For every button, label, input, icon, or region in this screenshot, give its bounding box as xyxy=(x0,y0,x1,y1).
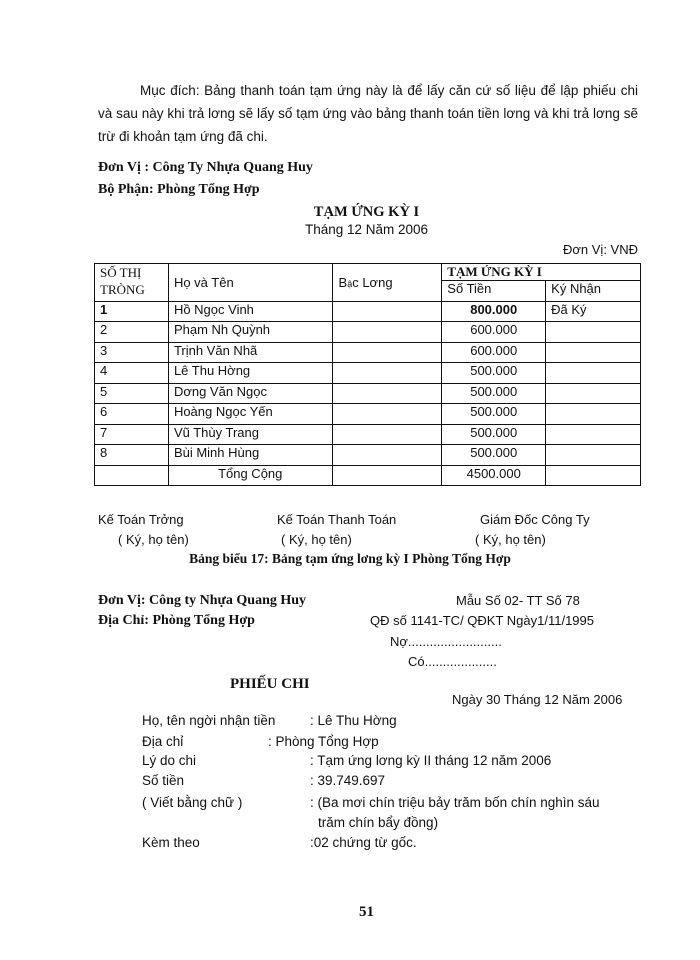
signature-director: Giám Đốc Công Ty xyxy=(480,512,590,527)
header-name xyxy=(168,264,332,302)
row-name-cell: Hoàng Ngọc Yến xyxy=(168,404,332,425)
total-salary xyxy=(332,465,442,486)
advance-table xyxy=(94,263,641,486)
row-no-cell: 8 xyxy=(95,445,169,466)
voucher-form-no: Mẫu Số 02- TT Số 78 xyxy=(456,593,580,608)
field-reason-value: : Tạm ứng lơng kỳ II tháng 12 năm 2006 xyxy=(310,753,552,768)
row-name-cell: Hồ Ngọc Vinh xyxy=(168,301,332,322)
row-salary-cell xyxy=(332,424,442,445)
field-amount-label: Số tiền xyxy=(142,773,185,788)
intro-paragraph xyxy=(98,79,638,148)
table-title: TẠM ỨNG KỲ I xyxy=(313,204,420,220)
row-salary-cell xyxy=(332,445,442,466)
voucher-debit: Nợ.......................... xyxy=(390,634,502,649)
voucher-unit: Đơn Vị: Công ty Nhựa Quang Huy xyxy=(98,593,307,608)
page-number: 51 xyxy=(359,904,374,920)
row-no-cell: 5 xyxy=(95,383,169,404)
intro-text: Mục đích: Bảng thanh toán tạm ứng này là để lấy căn cứ số liệu để lập phiếu chi và sau này khi trả lơng sẽ lấy số tạm ứng vào bảng thanh toán tiền lơng và khi trả lơng sẽ trừ đi khoản tạm ứng đã chi. xyxy=(98,83,638,144)
table-row xyxy=(95,363,641,384)
header-amount-label: Số Tiền xyxy=(447,281,492,296)
field-recipient-label: Họ, tên ngời nhận tiền xyxy=(142,713,276,728)
voucher-decision: QĐ số 1141-TC/ QĐKT Ngày1/11/1995 xyxy=(370,613,594,628)
row-amount-cell: 600.000 xyxy=(442,342,546,363)
row-sign-cell xyxy=(546,445,641,466)
field-reason-label: Lý do chi xyxy=(142,753,197,768)
row-amount-cell: 600.000 xyxy=(442,322,546,343)
row-amount-cell: 500.000 xyxy=(442,383,546,404)
header-no xyxy=(95,264,169,302)
header-no-label: SỐ THỊ TRÒNG xyxy=(100,265,145,297)
table-subtitle: Tháng 12 Năm 2006 xyxy=(304,222,429,237)
table-row xyxy=(95,342,641,363)
field-words-value: : (Ba mơi chín triệu bảy trăm bốn chín nghìn sáu xyxy=(310,795,600,810)
row-amount-cell: 500.000 xyxy=(442,363,546,384)
row-amount-cell: 500.000 xyxy=(442,404,546,425)
row-salary-cell xyxy=(332,322,442,343)
row-sign-cell xyxy=(546,363,641,384)
row-no-cell: 6 xyxy=(95,404,169,425)
row-no-cell: 2 xyxy=(95,322,169,343)
table-row xyxy=(95,404,641,425)
table-total-row xyxy=(95,465,641,486)
row-sign-cell xyxy=(546,342,641,363)
row-no-cell: 7 xyxy=(95,424,169,445)
field-address-label: Địa chỉ xyxy=(142,734,184,749)
row-sign-cell xyxy=(546,383,641,404)
field-amount-value: : 39.749.697 xyxy=(310,773,386,788)
field-attachments-label: Kèm theo xyxy=(142,835,200,850)
table-row xyxy=(95,322,641,343)
field-words-value-cont: trăm chín bẩy đồng) xyxy=(318,815,439,830)
total-no xyxy=(95,465,169,486)
field-words-label: ( Viết bằng chữ ) xyxy=(142,795,243,810)
department-name: Bộ Phận: Phòng Tổng Hợp xyxy=(98,182,260,197)
header-amount xyxy=(442,281,546,302)
header-salary xyxy=(332,264,442,302)
voucher-credit: Có.................... xyxy=(408,654,497,669)
table-caption: Bảng biểu 17: Bảng tạm ứng lơng kỳ I Phòng Tổng Hợp xyxy=(189,551,511,566)
table-row xyxy=(95,301,641,322)
row-sign-cell: Đã Ký xyxy=(546,301,641,322)
row-name-cell: Lê Thu Hờng xyxy=(168,363,332,384)
row-amount-cell: 800.000 xyxy=(442,301,546,322)
row-salary-cell xyxy=(332,301,442,322)
row-no-cell: 1 xyxy=(95,301,169,322)
header-sign xyxy=(546,281,641,302)
row-salary-cell xyxy=(332,404,442,425)
signature-chief-accountant: Kế Toán Trởng xyxy=(98,512,184,527)
signature-payment-accountant-note: ( Ký, họ tên) xyxy=(281,532,352,547)
row-sign-cell xyxy=(546,404,641,425)
row-sign-cell xyxy=(546,322,641,343)
header-sign-label: Ký Nhận xyxy=(551,281,602,296)
row-salary-cell xyxy=(332,383,442,404)
voucher-date: Ngày 30 Tháng 12 Năm 2006 xyxy=(452,692,623,707)
row-name-cell: Bùi Minh Hùng xyxy=(168,445,332,466)
row-salary-cell xyxy=(332,363,442,384)
total-sign xyxy=(546,465,641,486)
row-name-cell: Phạm Nh Quỳnh xyxy=(168,322,332,343)
table-header-row xyxy=(95,264,641,281)
header-salary-label: Bậc Lơng xyxy=(338,274,393,290)
voucher-address: Địa Chỉ: Phòng Tổng Hợp xyxy=(98,613,255,628)
header-group-label: TẠM ỨNG KỲ I xyxy=(447,264,542,279)
row-name-cell: Vũ Thùy Trang xyxy=(168,424,332,445)
row-amount-cell: 500.000 xyxy=(442,445,546,466)
signature-payment-accountant: Kế Toán Thanh Toán xyxy=(277,512,397,527)
row-no-cell: 4 xyxy=(95,363,169,384)
unit-name: Đơn Vị : Công Ty Nhựa Quang Huy xyxy=(98,160,313,175)
field-address-value: : Phòng Tổng Hợp xyxy=(268,734,379,749)
row-name-cell: Dơng Văn Ngọc xyxy=(168,383,332,404)
header-group xyxy=(442,264,641,281)
voucher-title: PHIẾU CHI xyxy=(230,676,310,692)
table-row xyxy=(95,383,641,404)
table-row xyxy=(95,445,641,466)
signature-director-note: ( Ký, họ tên) xyxy=(475,532,546,547)
row-name-cell: Trịnh Văn Nhã xyxy=(168,342,332,363)
signature-chief-accountant-note: ( Ký, họ tên) xyxy=(118,532,189,547)
table-row xyxy=(95,424,641,445)
total-label: Tổng Cộng xyxy=(168,465,332,486)
total-amount: 4500.000 xyxy=(442,465,546,486)
row-sign-cell xyxy=(546,424,641,445)
row-salary-cell xyxy=(332,342,442,363)
field-attachments-value: :02 chứng từ gốc. xyxy=(310,835,417,850)
header-name-label: Họ và Tên xyxy=(173,274,234,290)
currency-note: Đơn Vị: VNĐ xyxy=(563,242,638,257)
field-recipient-value: : Lê Thu Hờng xyxy=(310,713,397,728)
row-no-cell: 3 xyxy=(95,342,169,363)
row-amount-cell: 500.000 xyxy=(442,424,546,445)
